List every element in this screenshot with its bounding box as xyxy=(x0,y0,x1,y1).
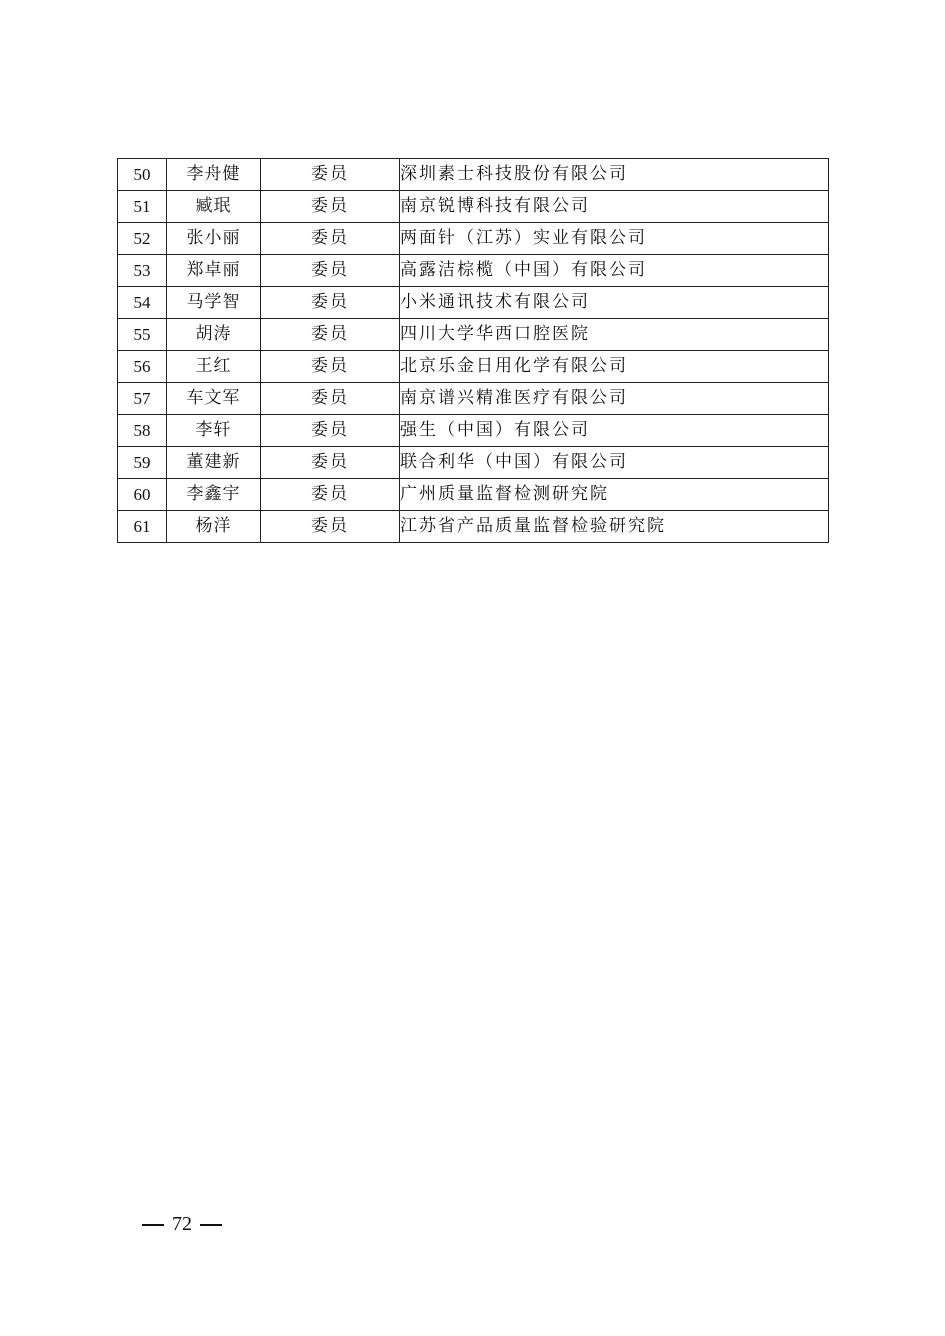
member-name: 李鑫宇 xyxy=(167,479,261,511)
left-dash xyxy=(142,1224,164,1226)
member-organization: 南京锐博科技有限公司 xyxy=(400,191,829,223)
member-organization: 深圳素士科技股份有限公司 xyxy=(400,159,829,191)
member-organization: 小米通讯技术有限公司 xyxy=(400,287,829,319)
member-name: 杨洋 xyxy=(167,511,261,543)
member-organization: 江苏省产品质量监督检验研究院 xyxy=(400,511,829,543)
member-name: 张小丽 xyxy=(167,223,261,255)
row-number: 57 xyxy=(118,383,167,415)
member-role: 委员 xyxy=(261,511,400,543)
table-row xyxy=(118,511,829,543)
table-row xyxy=(118,159,829,191)
row-number: 50 xyxy=(118,159,167,191)
row-number: 51 xyxy=(118,191,167,223)
member-organization: 联合利华（中国）有限公司 xyxy=(400,447,829,479)
table-row xyxy=(118,223,829,255)
table-row xyxy=(118,351,829,383)
member-role: 委员 xyxy=(261,287,400,319)
member-role: 委员 xyxy=(261,383,400,415)
table-row xyxy=(118,319,829,351)
table-row xyxy=(118,255,829,287)
member-role: 委员 xyxy=(261,159,400,191)
member-organization: 高露洁棕榄（中国）有限公司 xyxy=(400,255,829,287)
row-number: 61 xyxy=(118,511,167,543)
member-organization: 北京乐金日用化学有限公司 xyxy=(400,351,829,383)
row-number: 53 xyxy=(118,255,167,287)
member-name: 李舟健 xyxy=(167,159,261,191)
member-organization: 南京谱兴精准医疗有限公司 xyxy=(400,383,829,415)
member-role: 委员 xyxy=(261,319,400,351)
table-row xyxy=(118,479,829,511)
member-role: 委员 xyxy=(261,223,400,255)
member-name: 王红 xyxy=(167,351,261,383)
table-row xyxy=(118,383,829,415)
member-role: 委员 xyxy=(261,447,400,479)
member-organization: 四川大学华西口腔医院 xyxy=(400,319,829,351)
member-role: 委员 xyxy=(261,415,400,447)
table-row xyxy=(118,415,829,447)
member-name: 臧珉 xyxy=(167,191,261,223)
member-role: 委员 xyxy=(261,479,400,511)
row-number: 59 xyxy=(118,447,167,479)
member-role: 委员 xyxy=(261,351,400,383)
table-row xyxy=(118,287,829,319)
member-role: 委员 xyxy=(261,255,400,287)
member-organization: 广州质量监督检测研究院 xyxy=(400,479,829,511)
member-name: 车文军 xyxy=(167,383,261,415)
row-number: 56 xyxy=(118,351,167,383)
right-dash xyxy=(200,1224,222,1226)
row-number: 54 xyxy=(118,287,167,319)
member-name: 李轩 xyxy=(167,415,261,447)
member-organization: 强生（中国）有限公司 xyxy=(400,415,829,447)
row-number: 55 xyxy=(118,319,167,351)
page-number: 72 xyxy=(172,1213,192,1235)
committee-roster-table xyxy=(117,158,829,543)
page-number-footer xyxy=(142,1213,222,1236)
member-role: 委员 xyxy=(261,191,400,223)
roster-table-body xyxy=(118,159,829,543)
row-number: 58 xyxy=(118,415,167,447)
table-row xyxy=(118,191,829,223)
member-name: 马学智 xyxy=(167,287,261,319)
member-name: 胡涛 xyxy=(167,319,261,351)
table-row xyxy=(118,447,829,479)
member-organization: 两面针（江苏）实业有限公司 xyxy=(400,223,829,255)
member-name: 董建新 xyxy=(167,447,261,479)
row-number: 52 xyxy=(118,223,167,255)
row-number: 60 xyxy=(118,479,167,511)
member-name: 郑卓丽 xyxy=(167,255,261,287)
